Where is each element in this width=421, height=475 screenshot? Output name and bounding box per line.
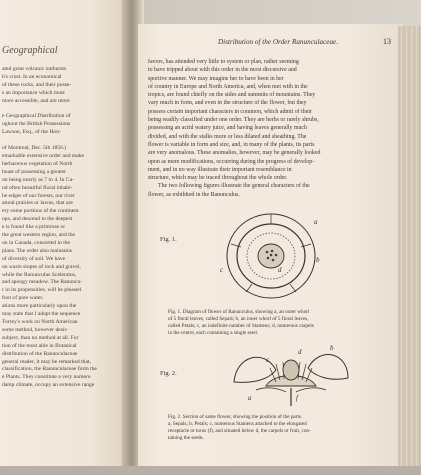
text-line: called Petals; c, an indefinite number of Stamens; d, numerous carpels <box>168 323 314 329</box>
text-line: divided, and with the stalks more or less dilated and sheathing. The <box>148 133 307 140</box>
text-line: ery some portions of the continent. <box>2 208 80 215</box>
text-line: nd often beautiful floral inhabi- <box>2 184 73 191</box>
text-line: Fig. 2. Section of same flower, showing the position of the parts. <box>168 414 303 420</box>
paragraph-2 <box>148 182 392 199</box>
text-line: of Montreal, Dec. 5th 1856.) <box>2 145 67 152</box>
text-line: may state that I adopt the sequence <box>2 311 81 318</box>
figure-2-flower-section <box>226 342 356 408</box>
text-line: distribution of the Ranunculaceae <box>2 350 78 357</box>
text-line: Lawson, Esq., of the Hon- <box>2 129 61 136</box>
fig1-letter-d: d <box>278 266 282 274</box>
text-line: possess certain important characters in common, which admit of their <box>148 108 312 115</box>
text-line: h's crust. In an economical <box>2 73 62 80</box>
fig2-letter-b: b <box>330 344 334 352</box>
fig2-letter-f: f <box>296 394 298 402</box>
text-line: ment, and in no way illustrate their important resemblance in <box>148 166 292 173</box>
text-line: he edges of our forests, our river <box>2 192 75 199</box>
text-line: and spongy meadow. The Ranuncu- <box>2 279 83 286</box>
text-line: vary much in form, and even in the structure of the flower, but they <box>148 100 307 107</box>
text-line: structure, which may be traced throughout the whole order. <box>148 175 288 182</box>
text-line: ops, and descend to the deepest <box>2 216 73 223</box>
text-line: possessing an acrid watery juice, and having leaves generally much <box>148 125 307 132</box>
text-line: r in its propensities, will be pleased <box>2 287 82 294</box>
text-line: of diversity of soil. We have <box>2 255 66 262</box>
text-line: s an importance which must <box>2 89 65 96</box>
text-line: are very anomalous. These anomalies, however, may be generally looked <box>148 150 321 157</box>
figure-1-label: Fig. 1. <box>160 236 177 243</box>
text-line: a, Sepals; b, Petals; c, numerous Stamens attached to the elongated <box>168 421 307 427</box>
text-line: the great western region, and the <box>2 232 76 239</box>
right-page <box>138 24 403 468</box>
text-line: plans. The order also maintains <box>2 247 72 254</box>
text-line <box>2 137 128 145</box>
text-line: flower is variable in form and size, and, in many of the plants, its parts <box>148 141 315 148</box>
text-line: e Geographical Distribution of <box>2 113 71 120</box>
figure-1-caption <box>168 309 390 337</box>
paragraph-1 <box>148 58 392 182</box>
right-running-title: Distribution of the Order Ranunculaceae. <box>217 38 339 46</box>
text-line: of these rocks, and their posse- <box>2 81 72 88</box>
text-line: foot of pure water. <box>2 295 44 302</box>
text-line: ations more particularly upon the <box>2 303 77 310</box>
carpels <box>283 360 299 380</box>
text-line: tropics, are found chiefly on the sides and summits of mountains. They <box>148 92 316 99</box>
petal-left <box>234 357 276 382</box>
text-line <box>2 106 128 114</box>
text-line: favors, has attended very little to system or plan, rather seeming <box>148 59 299 65</box>
text-line: classification, the Ranunculaceae form the <box>2 366 97 373</box>
sepal-left <box>256 388 286 392</box>
fig2-letter-d: d <box>298 348 302 356</box>
fig1-letter-a: a <box>314 218 318 226</box>
page-edges <box>398 26 421 468</box>
text-line: receptacle or torus (f), and situated below d, the carpels or fruit, con- <box>168 428 311 434</box>
fig2-letter-a: a <box>248 394 252 402</box>
text-line: general reader, it may be remarked that, <box>2 358 91 365</box>
fig1-letter-b: b <box>316 256 320 264</box>
text-line: more accessible, and are more <box>2 97 70 104</box>
table-surface <box>0 466 421 475</box>
sepal-right <box>296 388 326 392</box>
text-line: e Plants. They constitute a very numero <box>2 374 91 381</box>
text-line: of country in Europe and North America, and, when met with in the <box>148 83 308 90</box>
text-line: on being nearly as 7 to 4. In Ca- <box>2 176 74 183</box>
fig1-letter-c: c <box>220 266 224 274</box>
text-line: The two following figures illustrate the general characters of the <box>158 183 310 190</box>
text-line: herbaceous vegetation of North <box>2 160 73 167</box>
text-line: boast of possessing a greater <box>2 168 67 175</box>
fig2-letter-c: c <box>266 356 270 364</box>
figure-1-flower-diagram <box>216 202 326 306</box>
text-line: on warm slopes of rock and gravel, <box>2 263 81 270</box>
text-line: taining the seeds. <box>168 435 204 441</box>
text-line: in the centre, each containing a single seed. <box>168 330 259 336</box>
text-line: Torrey's work on North American <box>2 319 78 325</box>
text-line: being readily classified under one order. They are herbs or rarely shrubs, <box>148 117 319 124</box>
text-line: emarkable extensive order and make <box>2 152 85 159</box>
text-line: flower, as exhibited in the Ranunculus. <box>148 191 240 198</box>
text-line: damp climate, occupy an extensive range <box>2 382 95 389</box>
text-line: on in Canada, consorted in the <box>2 239 71 246</box>
text-line: of 5 floral leaves, called Sepals; b, an inner whorl of 5 floral leaves, <box>168 316 309 322</box>
text-line: sportive manner. We may imagine her to have been in her <box>148 75 284 82</box>
text-line: ughout the British Possessions <box>2 121 71 128</box>
text-line: e is found like a primrose or <box>2 224 66 231</box>
body-text <box>148 58 392 199</box>
left-running-title: Geographical <box>2 45 58 56</box>
text-line: tion of the most able in Botanical <box>2 342 77 349</box>
petal-right <box>308 355 348 380</box>
figure-2-label: Fig. 2. <box>160 370 177 377</box>
text-line: while the Ranunculus Sceleratus, <box>2 271 77 278</box>
text-line: atural prairies or lawns, that are <box>2 200 73 207</box>
text-line: to have tripped about with this order in the most discursive and <box>148 67 297 74</box>
text-line: subject, than no method at all. For <box>2 334 79 341</box>
figure-2-caption <box>168 414 390 442</box>
text-line: Fig. 1. Diagram of flower of Ranunculus, showing a, an outer whorl <box>168 309 310 315</box>
text-line: upon as mere modifications, occurring during the progress of develop- <box>148 158 315 165</box>
text-line: some method, however desir- <box>2 326 69 333</box>
page-number: 13 <box>383 37 391 46</box>
left-page <box>0 0 130 468</box>
left-page-text <box>2 66 128 390</box>
text-line: ated great volcanic outbursts <box>2 66 67 72</box>
